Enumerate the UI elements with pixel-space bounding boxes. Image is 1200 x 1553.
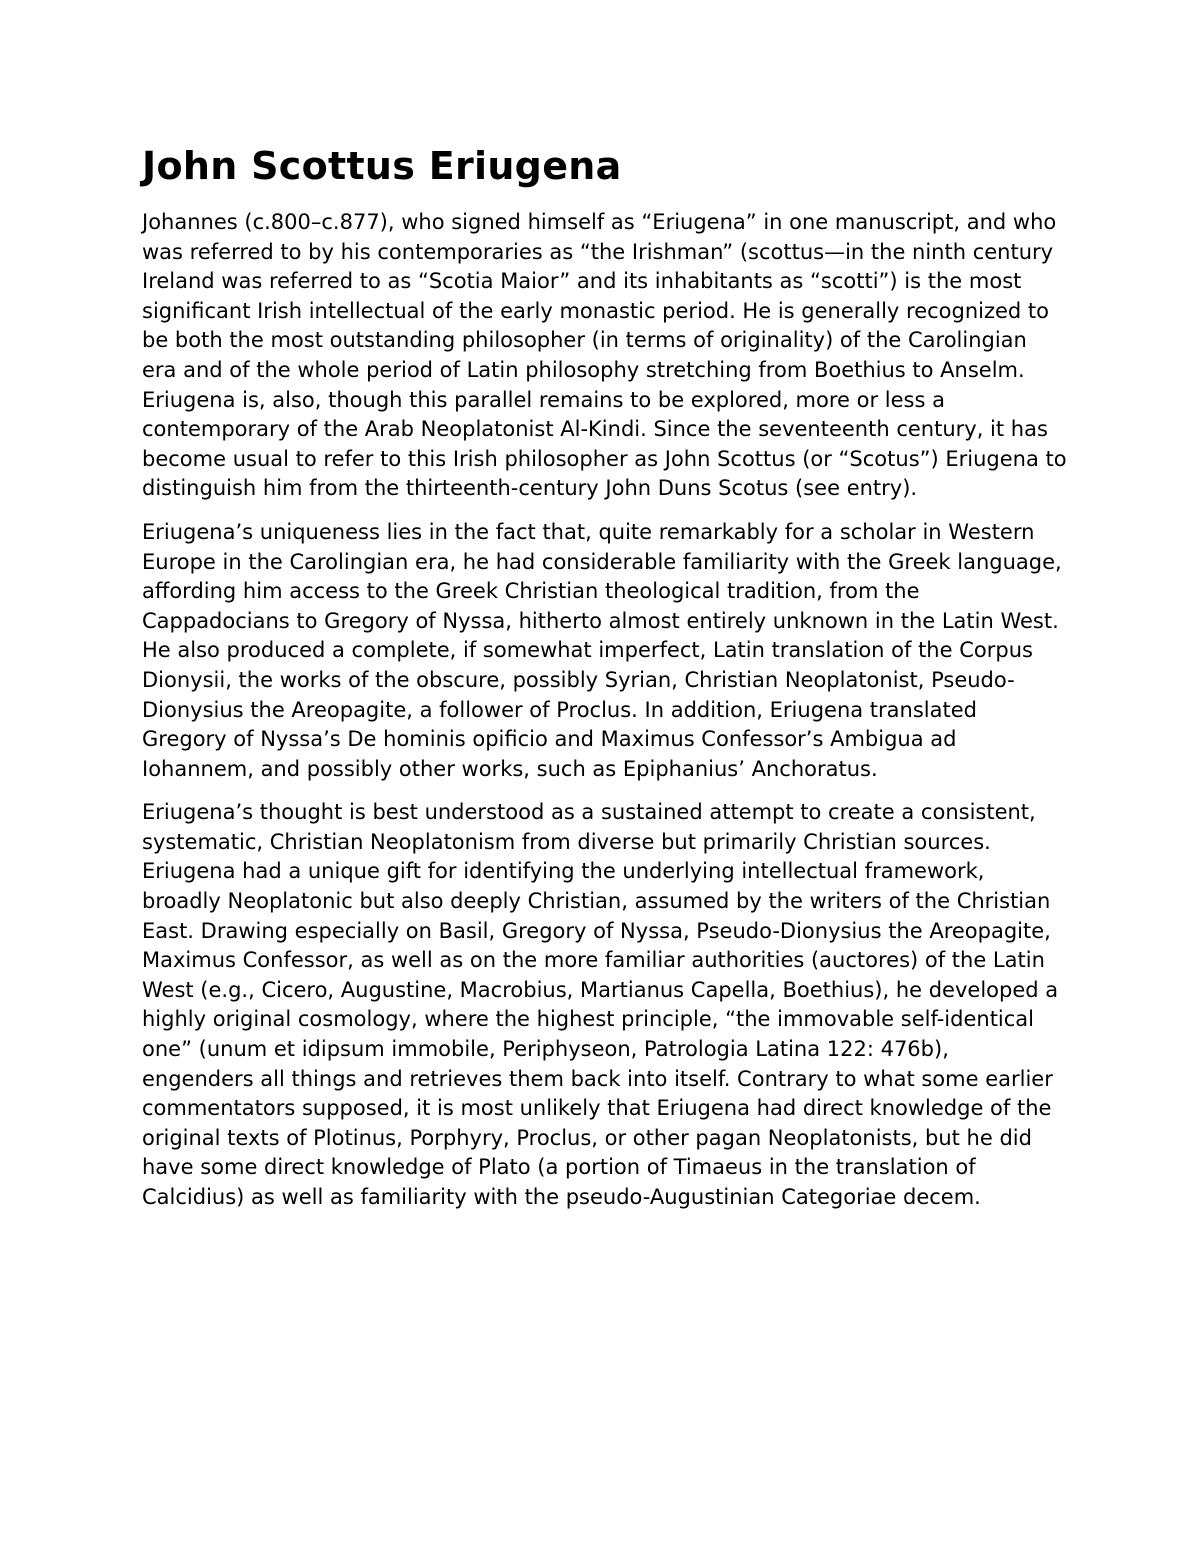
document-page [142,138,1067,1227]
document-title: John Scottus Eriugena [142,144,622,188]
paragraph-thought: Eriugena’s thought is best understood as a sustained attempt to create a consistent, systematic, Christian Neoplatonism from diverse but primarily Christian sources. Eriugena had a unique gift for identifying the underlying intellectual framework, broadly Neoplatonic but also deeply Christian, assumed by the writers of the Christian East. Drawing especially on Basil, Gregory of Nyssa, Pseudo-Dionysius the Areopagite, Maximus Confessor, as well as on the more familiar authorities (auctores) of the Latin West (e.g., Cicero, Augustine, Macrobius, Martianus Capella, Boethius), he developed a highly original cosmology, where the highest principle, “the immovable self-identical one” (unum et idipsum immobile, Periphyseon, Patrologia Latina 122: 476b), engenders all things and retrieves them back into itself. Contrary to what some earlier commentators supposed, it is most unlikely that Eriugena had direct knowledge of the original texts of Plotinus, Porphyry, Proclus, or other pagan Neoplatonists, but he did have some direct knowledge of Plato (a portion of Timaeus in the translation of Calcidius) as well as familiarity with the pseudo-Augustinian Categoriae decem. [142,800,1059,1209]
paragraph-intro: Johannes (c.800–c.877), who signed himself as “Eriugena” in one manuscript, and who was referred to by his contemporaries as “the Irishman” (scottus—in the ninth century Ireland was referred to as “Scotia Maior” and its inhabitants as “scotti”) is the most significant Irish intellectual of the early monastic period. He is generally recognized to be both the most outstanding philosopher (in terms of originality) of the Carolingian era and of the whole period of Latin philosophy stretching from Boethius to Anselm. Eriugena is, also, though this parallel remains to be explored, more or less a contemporary of the Arab Neoplatonist Al-Kindi. Since the seventeenth century, it has become usual to refer to this Irish philosopher as John Scottus (or “Scotus”) Eriugena to distinguish him from the thirteenth-century John Duns Scotus (see entry). [142,210,1067,501]
paragraph-greek-learning: Eriugena’s uniqueness lies in the fact that, quite remarkably for a scholar in Western Europe in the Carolingian era, he had considerable familiarity with the Greek language, affording him access to the Greek Christian theological tradition, from the Cappadocians to Gregory of Nyssa, hitherto almost entirely unknown in the Latin West. He also produced a complete, if somewhat imperfect, Latin translation of the Corpus Dionysii, the works of the obscure, possibly Syrian, Christian Neoplatonist, Pseudo-Dionysius the Areopagite, a follower of Proclus. In addition, Eriugena translated Gregory of Nyssa’s De hominis opificio and Maximus Confessor’s Ambigua ad Iohannem, and possibly other works, such as Epiphanius’ Anchoratus. [142,519,1062,781]
